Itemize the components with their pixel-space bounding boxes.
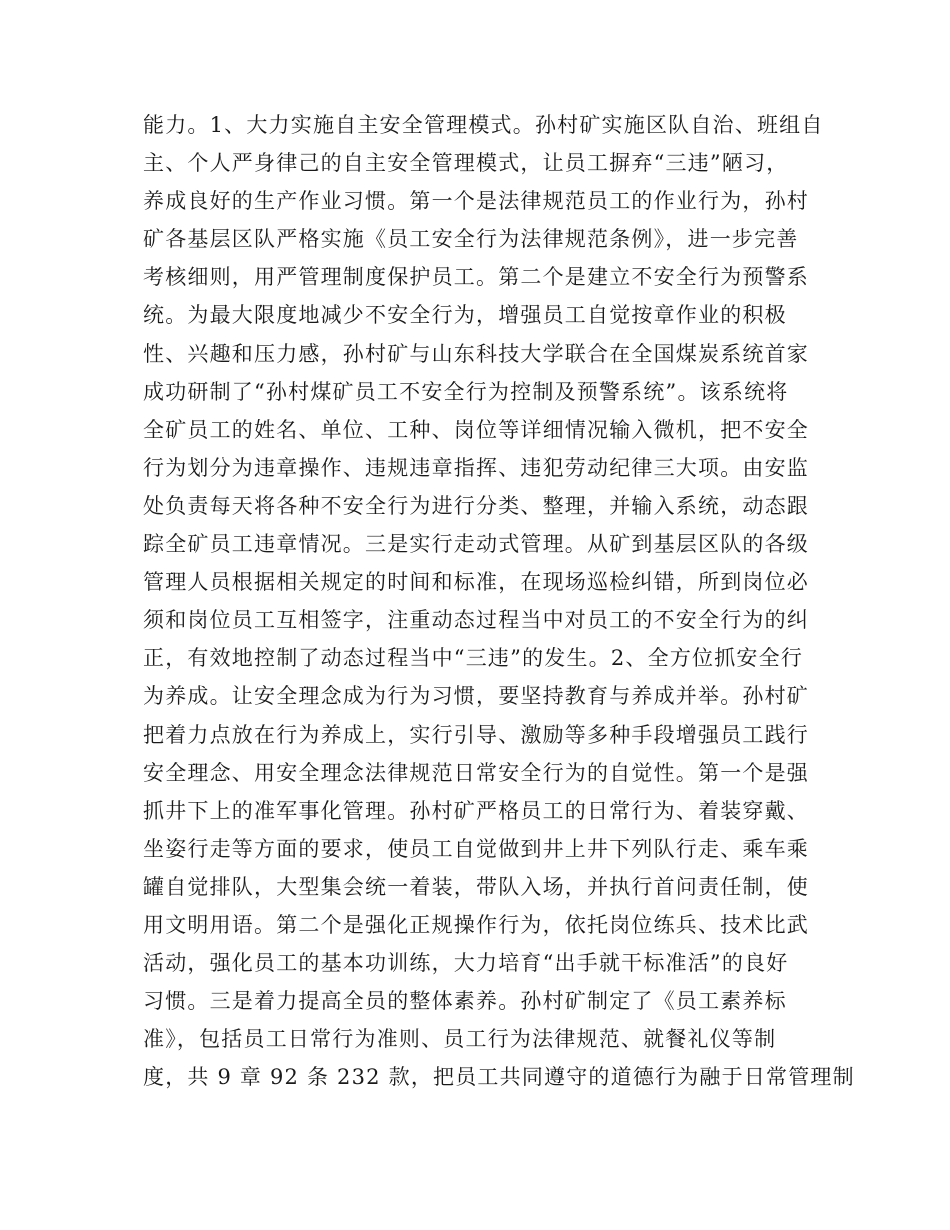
text-line: 安全理念、用安全理念法律规范日常安全行为的自觉性。第一个是强 bbox=[143, 760, 809, 785]
text-line: 性、兴趣和压力感，孙村矿与山东科技大学联合在全国煤炭系统首家 bbox=[143, 341, 809, 366]
text-line: 习惯。三是着力提高全员的整体素养。孙村矿制定了《员工素养标 bbox=[143, 989, 787, 1014]
text-line: 主、个人严身律己的自主安全管理模式，让员工摒弃“三违”陋习， bbox=[143, 151, 789, 176]
text-line: 活动，强化员工的基本功训练，大力培育“出手就干标准活”的良好 bbox=[143, 951, 789, 976]
body-text bbox=[143, 106, 855, 1096]
text-line: 管理人员根据相关规定的时间和标准，在现场巡检纠错，所到岗位必 bbox=[143, 570, 809, 595]
text-line: 全矿员工的姓名、单位、工种、岗位等详细情况输入微机，把不安全 bbox=[143, 417, 809, 442]
text-line: 罐自觉排队，大型集会统一着装，带队入场，并执行首问责任制，使 bbox=[143, 874, 809, 899]
text-line: 处负责每天将各种不安全行为进行分类、整理，并输入系统，动态跟 bbox=[143, 493, 809, 518]
text-line: 统。为最大限度地减少不安全行为，增强员工自觉按章作业的积极 bbox=[143, 303, 787, 328]
text-line: 踪全矿员工违章情况。三是实行走动式管理。从矿到基层区队的各级 bbox=[143, 532, 809, 557]
text-line: 把着力点放在行为养成上，实行引导、激励等多种手段增强员工践行 bbox=[143, 722, 809, 747]
text-line: 坐姿行走等方面的要求，使员工自觉做到井上井下列队行走、乘车乘 bbox=[143, 836, 809, 861]
text-line: 考核细则，用严管理制度保护员工。第二个是建立不安全行为预警系 bbox=[143, 265, 809, 290]
text-line: 成功研制了“孙村煤矿员工不安全行为控制及预警系统”。该系统将 bbox=[143, 379, 789, 404]
text-line: 抓井下上的准军事化管理。孙村矿严格员工的日常行为、着装穿戴、 bbox=[143, 798, 809, 823]
text-line: 用文明用语。第二个是强化正规操作行为，依托岗位练兵、技术比武 bbox=[143, 912, 809, 937]
text-line: 矿各基层区队严格实施《员工安全行为法律规范条例》，进一步完善 bbox=[143, 227, 799, 252]
text-line: 能力。1、大力实施自主安全管理模式。孙村矿实施区队自治、班组自 bbox=[143, 113, 824, 137]
text-line: 为养成。让安全理念成为行为习惯，要坚持教育与养成并举。孙村矿 bbox=[143, 684, 809, 709]
text-line: 行为划分为违章操作、违规违章指挥、违犯劳动纪律三大项。由安监 bbox=[143, 455, 809, 480]
text-line: 正，有效地控制了动态过程当中“三违”的发生。2、全方位抓安全行 bbox=[143, 646, 804, 671]
text-line: 养成良好的生产作业习惯。第一个是法律规范员工的作业行为，孙村 bbox=[143, 189, 809, 214]
text-line: 须和岗位员工互相签字，注重动态过程当中对员工的不安全行为的纠 bbox=[143, 608, 809, 633]
text-line: 准》，包括员工日常行为准则、员工行为法律规范、就餐礼仪等制 bbox=[143, 1027, 777, 1052]
text-line: 度，共 9 章 92 条 232 款，把员工共同遵守的道德行为融于日常管理制 bbox=[143, 1065, 855, 1090]
